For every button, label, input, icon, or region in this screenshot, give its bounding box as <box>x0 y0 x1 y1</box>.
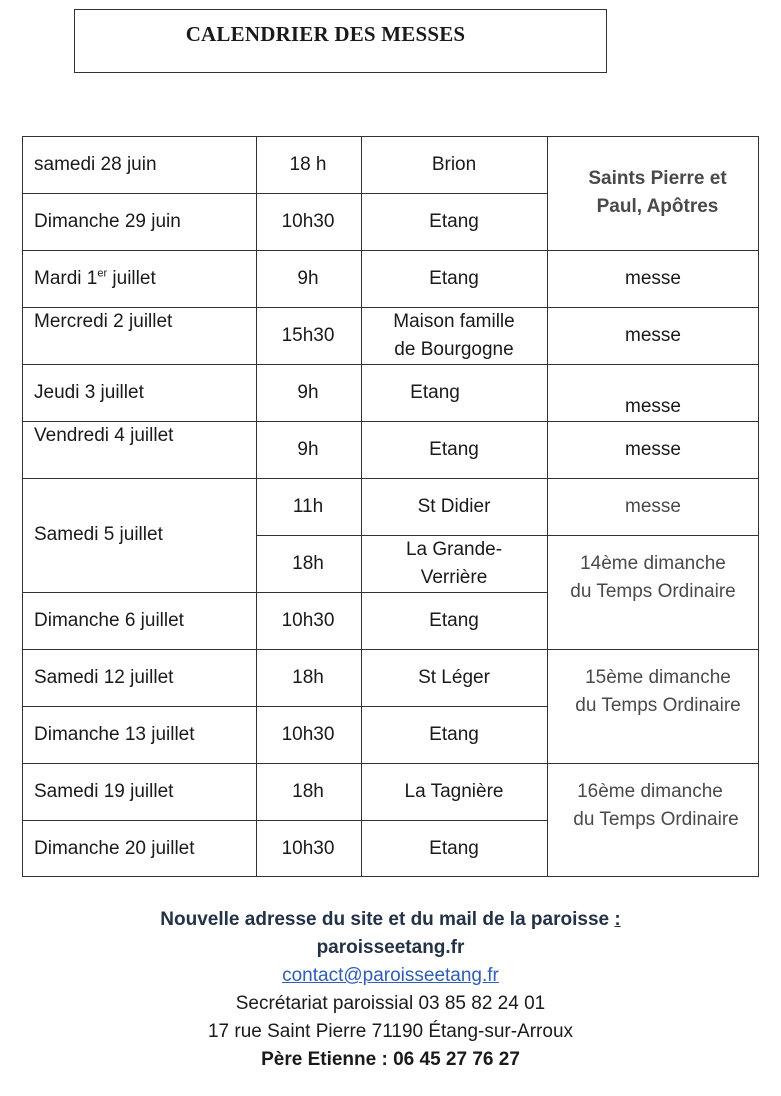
row-divider <box>22 193 547 194</box>
address-line: 17 rue Saint Pierre 71190 Étang-sur-Arroux <box>207 1021 574 1042</box>
footer-heading-colon: : <box>614 909 621 930</box>
date-cell: Mercredi 2 juillet <box>34 311 173 332</box>
date-cell: Samedi 19 juillet <box>34 781 174 802</box>
row-divider <box>22 250 759 251</box>
page-title: CALENDRIER DES MESSES <box>185 22 466 46</box>
place-cell: Etang <box>429 211 479 232</box>
date-cell: Dimanche 6 juillet <box>34 610 184 631</box>
date-cell: Samedi 12 juillet <box>34 667 174 688</box>
row-divider <box>22 136 759 137</box>
place-cell <box>361 308 547 364</box>
place-cell: Etang <box>429 838 479 859</box>
note-cell: messe <box>625 439 681 460</box>
title-box <box>74 9 607 73</box>
note-line: du Temps Ordinaire <box>575 695 741 716</box>
feast-note-line: Paul, Apôtres <box>596 196 719 217</box>
table-border-left <box>22 136 23 877</box>
time-cell: 18 h <box>289 154 327 175</box>
row-divider <box>22 478 759 479</box>
place-cell: Etang <box>429 724 479 745</box>
time-cell: 9h <box>297 382 319 403</box>
feast-note <box>547 165 768 221</box>
time-cell: 10h30 <box>281 211 335 232</box>
place-cell <box>361 536 547 592</box>
note-cell: messe <box>625 396 681 417</box>
time-cell: 10h30 <box>281 610 335 631</box>
place-line: La Grande- <box>405 539 503 560</box>
place-line: Maison famille <box>393 311 515 332</box>
mass-schedule-table <box>22 136 759 877</box>
footer-heading <box>0 906 781 934</box>
place-line: de Bourgogne <box>394 339 514 360</box>
priest-phone-line: Père Etienne : 06 45 27 76 27 <box>261 1049 520 1070</box>
time-cell: 9h <box>297 439 319 460</box>
time-cell: 9h <box>297 268 319 289</box>
place-cell: Etang <box>429 268 479 289</box>
time-cell: 18h <box>292 553 324 574</box>
note-cell: messe <box>625 496 681 517</box>
time-cell: 11h <box>292 496 324 517</box>
place-cell: Etang <box>429 439 479 460</box>
note-line: du Temps Ordinaire <box>573 809 739 830</box>
date-cell: Vendredi 4 juillet <box>34 425 174 446</box>
email-link[interactable]: contact@paroisseetang.fr <box>282 965 499 986</box>
note-line: du Temps Ordinaire <box>570 581 736 602</box>
time-cell: 10h30 <box>281 724 335 745</box>
place-cell: Etang <box>410 382 460 403</box>
secretariat-line: Secrétariat paroissial 03 85 82 24 01 <box>235 993 546 1014</box>
sunday-note <box>547 550 759 606</box>
date-cell: Mardi 1er juillet <box>34 267 156 289</box>
place-cell: Brion <box>431 154 477 175</box>
row-divider <box>22 592 547 593</box>
footer-heading-text: Nouvelle adresse du site et du mail de la paroisse <box>160 909 610 930</box>
sunday-note <box>552 664 764 720</box>
date-cell: samedi 28 juin <box>34 154 157 175</box>
row-divider <box>22 820 547 821</box>
date-cell: Jeudi 3 juillet <box>34 382 144 403</box>
time-cell: 18h <box>292 781 324 802</box>
date-cell: Samedi 5 juillet <box>34 524 163 545</box>
row-divider <box>22 364 759 365</box>
footer-email <box>0 962 781 990</box>
time-cell: 10h30 <box>281 838 335 859</box>
place-cell: St Léger <box>418 667 490 688</box>
row-divider <box>22 649 759 650</box>
row-divider <box>22 706 547 707</box>
place-cell: La Tagnière <box>404 781 504 802</box>
date-cell: Dimanche 20 juillet <box>34 838 195 859</box>
note-cell: messe <box>625 325 681 346</box>
time-cell: 18h <box>292 667 324 688</box>
note-line: 14ème dimanche <box>580 553 726 574</box>
note-cell: messe <box>625 268 681 289</box>
feast-note-line: Saints Pierre et <box>588 168 727 189</box>
sunday-note <box>544 778 756 834</box>
place-cell: St Didier <box>417 496 491 517</box>
site-url[interactable]: paroisseetang.fr <box>316 937 465 958</box>
time-cell: 15h30 <box>281 325 335 346</box>
table-border-bottom <box>22 876 759 877</box>
date-cell: Dimanche 13 juillet <box>34 724 195 745</box>
note-line: 16ème dimanche <box>577 781 723 802</box>
date-cell: Dimanche 29 juin <box>34 211 181 232</box>
place-line: Verrière <box>420 567 488 588</box>
footer-site <box>0 934 781 962</box>
row-divider <box>22 763 759 764</box>
place-cell: Etang <box>429 610 479 631</box>
note-line: 15ème dimanche <box>585 667 731 688</box>
